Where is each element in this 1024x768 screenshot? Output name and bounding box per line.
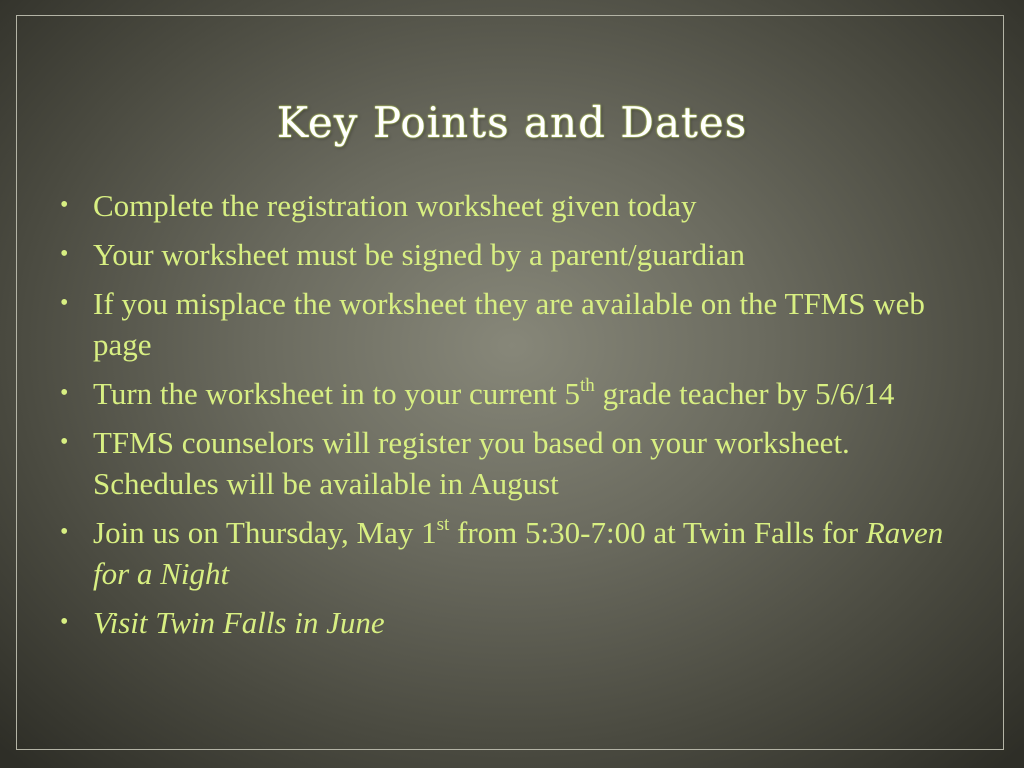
- list-item: [60, 234, 960, 275]
- list-item: [60, 283, 960, 365]
- bullet-list: [60, 185, 960, 651]
- list-item: [60, 422, 960, 504]
- bullet-icon: •: [60, 241, 69, 267]
- bullet-text-start: Join us on Thursday, May 1: [93, 515, 437, 550]
- bullet-text: If you misplace the worksheet they are available on the TFMS web page: [93, 286, 925, 362]
- bullet-text: Complete the registration worksheet given today: [93, 188, 697, 223]
- bullet-icon: •: [60, 380, 69, 406]
- event-name: Raven for a Night: [93, 515, 944, 591]
- bullet-text-start: Turn the worksheet in to your current 5: [93, 376, 581, 411]
- bullet-text: TFMS counselors will register you based on your worksheet. Schedules will be available in August: [93, 425, 850, 501]
- list-item: [60, 512, 960, 594]
- bullet-icon: •: [60, 519, 69, 545]
- list-item: [60, 185, 960, 226]
- bullet-icon: •: [60, 429, 69, 455]
- bullet-text-middle: from 5:30-7:00 at Twin Falls for: [449, 515, 866, 550]
- ordinal-suffix: st: [436, 513, 450, 535]
- bullet-icon: •: [60, 609, 69, 635]
- slide-title: Key Points and Dates: [276, 98, 748, 147]
- bullet-text-end: grade teacher by 5/6/14: [594, 376, 895, 411]
- bullet-text: Your worksheet must be signed by a parent/guardian: [93, 237, 746, 272]
- list-item: [60, 602, 960, 643]
- list-item: [60, 373, 960, 414]
- ordinal-suffix: th: [580, 374, 595, 396]
- bullet-text: Visit Twin Falls in June: [93, 605, 385, 640]
- bullet-icon: •: [60, 192, 69, 218]
- bullet-icon: •: [60, 290, 69, 316]
